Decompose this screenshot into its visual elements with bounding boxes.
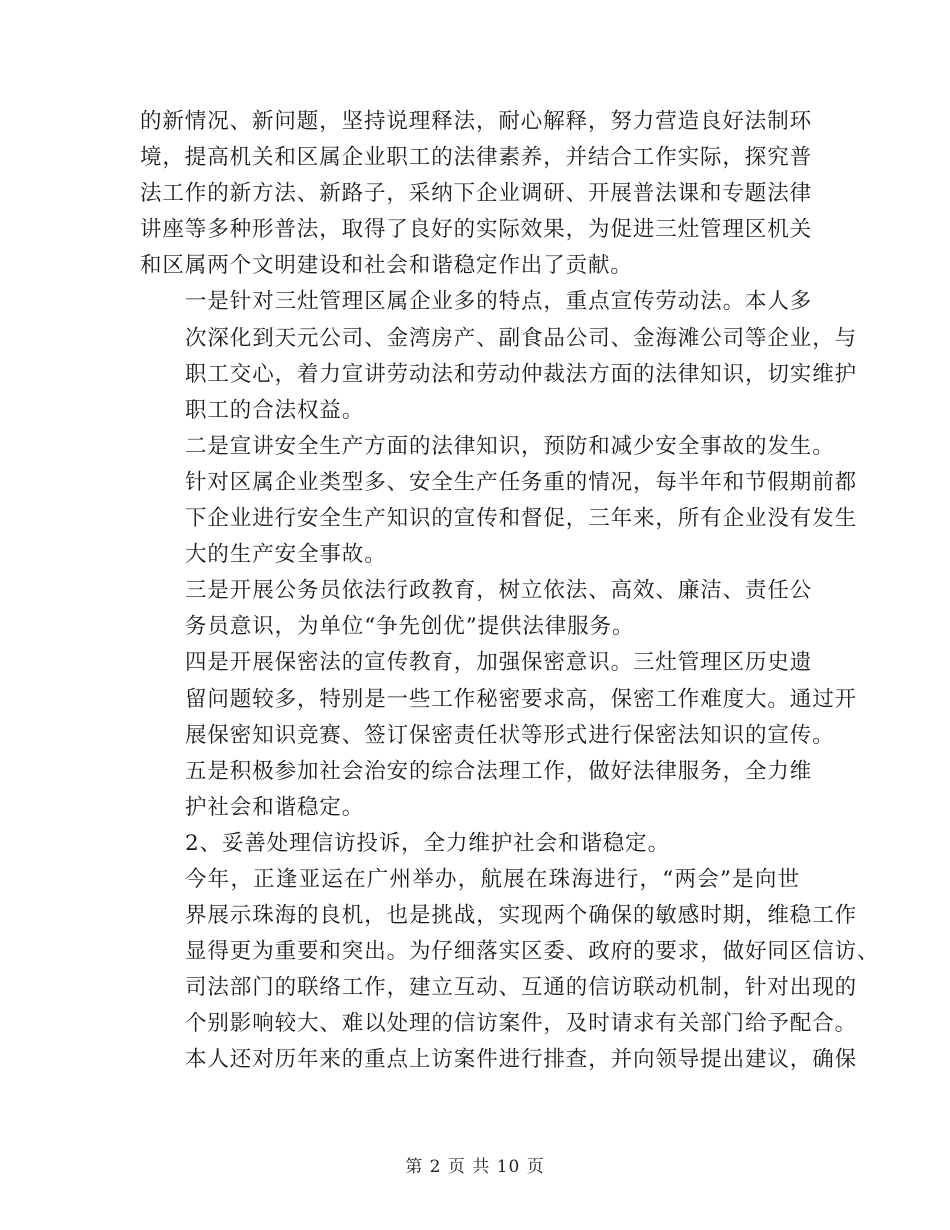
text-line: 法工作的新方法、新路子，采纳下企业调研、开展普法课和专题法律 <box>140 181 813 207</box>
page-footer: 第 2 页 共 10 页 <box>405 1157 545 1177</box>
text-line: 讲座等多种形普法，取得了良好的实际效果，为促进三灶管理区机关 <box>140 217 813 243</box>
paragraph <box>140 573 813 645</box>
text-line: 个别影响较大、难以处理的信访案件，及时请求有关部门给予配合。 <box>185 1011 858 1037</box>
text-line: 职工交心，着力宣讲劳动法和劳动仲裁法方面的法律知识，切实维护 <box>185 361 858 387</box>
paragraph <box>140 645 858 753</box>
text-line: 显得更为重要和突出。为仔细落实区委、政府的要求，做好同区信访、 <box>185 939 880 965</box>
paragraph <box>140 429 858 573</box>
text-line: 大的生产安全事故。 <box>185 542 387 568</box>
text-line: 2、妥善处理信访投诉，全力维护社会和谐稳定。 <box>185 830 670 856</box>
text-line: 境，提高机关和区属企业职工的法律素养，并结合工作实际，探究普 <box>140 145 813 171</box>
text-line: 今年，正逢亚运在广州举办，航展在珠海进行，“两会”是向世 <box>185 866 800 892</box>
text-line: 和区属两个文明建设和社会和谐稳定作出了贡献。 <box>140 253 633 279</box>
text-line: 护社会和谐稳定。 <box>185 794 365 820</box>
paragraph <box>140 862 880 1079</box>
text-line: 下企业进行安全生产知识的宣传和督促，三年来，所有企业没有发生 <box>185 506 858 532</box>
text-line: 留问题较多，特别是一些工作秘密要求高，保密工作难度大。通过开 <box>185 686 858 712</box>
paragraph <box>140 104 813 284</box>
text-line: 司法部门的联络工作，建立互动、互通的信访联动机制，针对出现的 <box>185 975 858 1001</box>
text-line: 三是开展公务员依法行政教育，树立依法、高效、廉洁、责任公 <box>185 578 813 604</box>
text-line: 四是开展保密法的宣传教育，加强保密意识。三灶管理区历史遗 <box>185 650 813 676</box>
text-line: 次深化到天元公司、金湾房产、副食品公司、金海滩公司等企业，与 <box>185 325 858 351</box>
paragraph <box>140 754 813 826</box>
text-line: 职工的合法权益。 <box>185 397 365 423</box>
text-line: 界展示珠海的良机，也是挑战，实现两个确保的敏感时期，维稳工作 <box>185 903 858 929</box>
text-line: 展保密知识竞赛、签订保密责任状等形式进行保密法知识的宣传。 <box>185 722 835 748</box>
text-line: 一是针对三灶管理区属企业多的特点，重点宣传劳动法。本人多 <box>185 289 813 315</box>
paragraph <box>140 284 858 428</box>
text-line: 针对区属企业类型多、安全生产任务重的情况，每半年和节假期前都 <box>185 469 858 495</box>
text-line: 本人还对历年来的重点上访案件进行排查，并向领导提出建议，确保 <box>185 1047 858 1073</box>
text-line: 二是宣讲安全生产方面的法律知识，预防和减少安全事故的发生。 <box>185 433 835 459</box>
document-body <box>140 104 880 1079</box>
text-line: 五是积极参加社会治安的综合法理工作，做好法律服务，全力维 <box>185 758 813 784</box>
text-line: 务员意识，为单位“争先创优”提供法律服务。 <box>185 614 635 640</box>
paragraph <box>140 826 800 862</box>
text-line: 的新情况、新问题，坚持说理释法，耐心解释，努力营造良好法制环 <box>140 109 813 134</box>
